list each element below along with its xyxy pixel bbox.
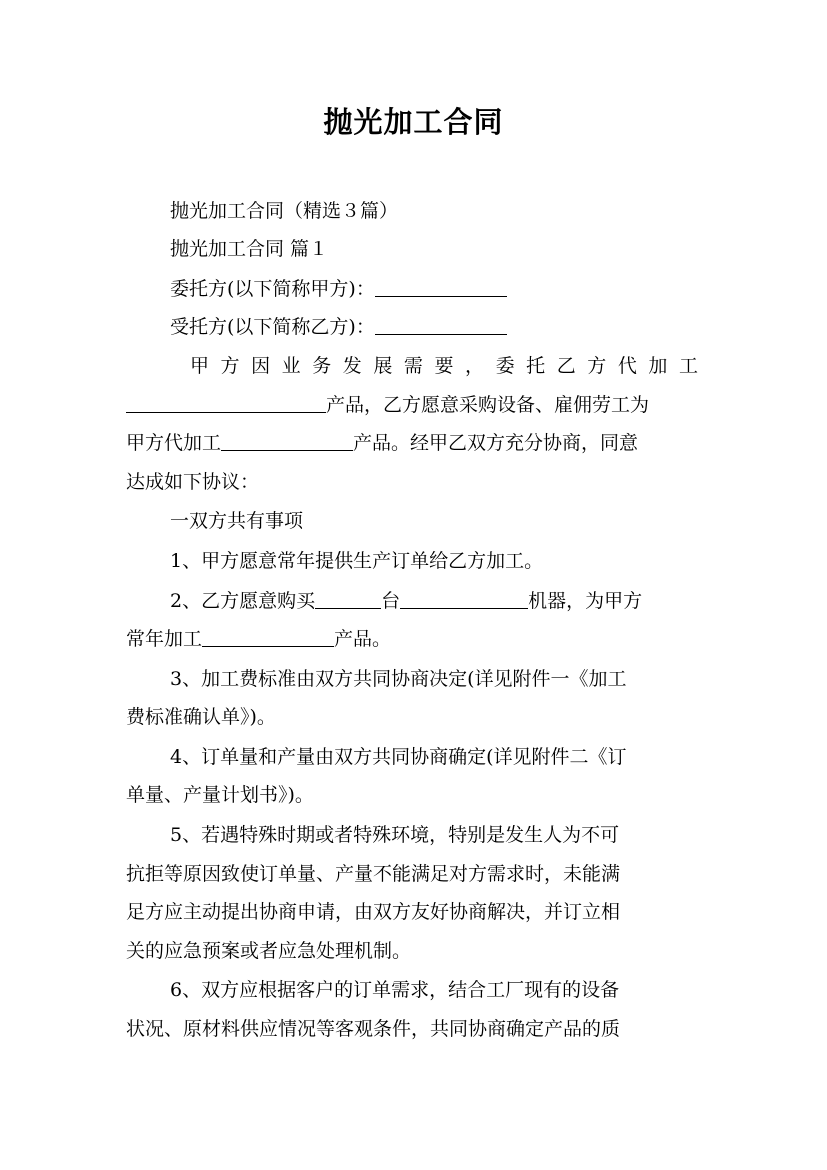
party-a-label: 委托方(以下简称甲方)： <box>170 278 375 300</box>
party-b-line <box>170 308 507 346</box>
machine-count-blank <box>315 586 381 609</box>
party-b-label: 受托方(以下简称乙方)： <box>170 316 375 338</box>
section-heading-1: 一双方共有事项 <box>170 510 304 532</box>
party-a-blank <box>375 274 507 297</box>
clause-2-line-1 <box>170 582 642 620</box>
clause-2-text-a: 2、乙方愿意购买 <box>170 590 316 612</box>
clause-5-line-3: 足方应主动提出协商申请，由双方友好协商解决，并订立相 <box>126 901 621 923</box>
intro-line-2-text: 产品，乙方愿意采购设备、雇佣劳工为 <box>326 394 650 416</box>
party-b-blank <box>375 312 507 335</box>
document-title: 抛光加工合同 <box>323 105 504 139</box>
clause-1: 1、甲方愿意常年提供生产订单给乙方加工。 <box>170 550 544 572</box>
clause-4-line-1: 4、订单量和产量由双方共同协商确定(详见附件二《订 <box>170 746 627 768</box>
clause-6-line-2: 状况、原材料供应情况等客观条件，共同协商确定产品的质 <box>126 1018 621 1040</box>
intro-line-2 <box>126 386 701 424</box>
intro-line-3-text-a: 甲方代加工 <box>126 432 222 454</box>
party-a-line <box>170 270 507 308</box>
clause-5-line-4: 关的应急预案或者应急处理机制。 <box>126 940 412 962</box>
clause-3-line-2: 费标准确认单》)。 <box>126 706 276 728</box>
product-blank-3 <box>202 624 334 647</box>
intro-line-1: 甲方因业务发展需要，委托乙方代加工 <box>190 355 701 377</box>
product-blank-2 <box>221 428 353 451</box>
clause-3-line-1: 3、加工费标准由双方共同协商决定(详见附件一《加工 <box>170 668 627 690</box>
intro-line-3-text-b: 产品。经甲乙双方充分协商，同意 <box>353 432 639 454</box>
piece-heading: 抛光加工合同 篇１ <box>170 238 329 260</box>
intro-line-3 <box>126 424 701 462</box>
document-subtitle: 抛光加工合同（精选３篇） <box>170 200 399 222</box>
clause-4-line-2: 单量、产量计划书》)。 <box>126 784 314 806</box>
clause-2-line-2 <box>126 620 701 658</box>
machine-type-blank <box>400 586 528 609</box>
clause-2-text-d: 常年加工 <box>126 628 203 650</box>
clause-5-line-2: 抗拒等原因致使订单量、产量不能满足对方需求时，未能满 <box>126 863 621 885</box>
product-blank-1 <box>126 390 326 413</box>
clause-5-line-1: 5、若遇特殊时期或者特殊环境，特别是发生人为不可 <box>170 824 620 846</box>
intro-line-4: 达成如下协议： <box>126 471 260 493</box>
clause-6-line-1: 6、双方应根据客户的订单需求，结合工厂现有的设备 <box>170 979 620 1001</box>
clause-2-text-b: 台 <box>381 590 401 612</box>
clause-2-text-c: 机器，为甲方 <box>528 590 643 612</box>
clause-2-text-e: 产品。 <box>334 628 392 650</box>
